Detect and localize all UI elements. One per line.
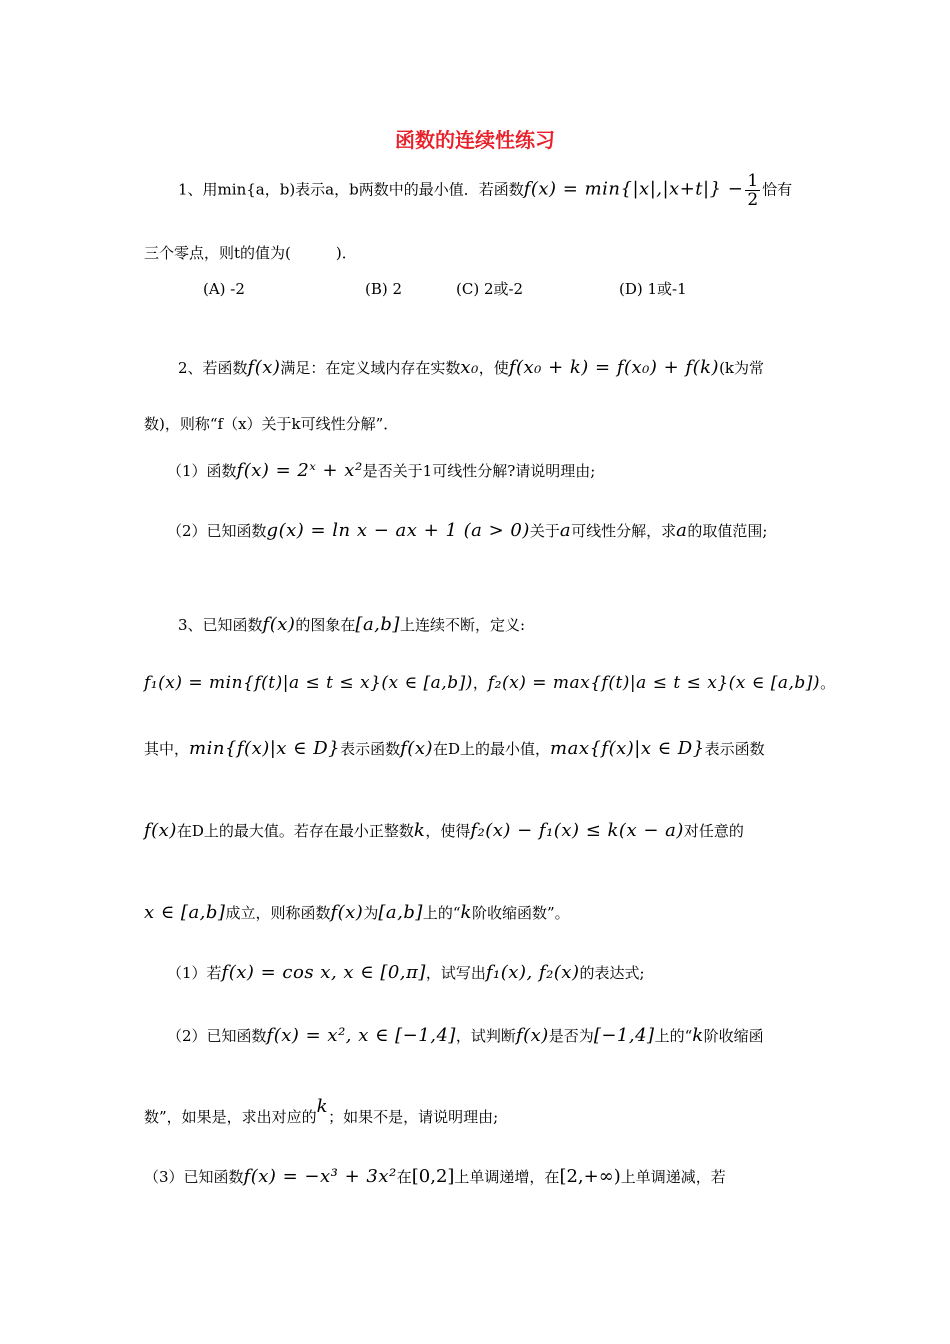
q3-s2-k: k <box>692 1025 704 1046</box>
q2-text-c: ，使 <box>478 359 509 377</box>
q2-s2-text-b: 关于 <box>529 522 560 540</box>
q3-p4-text-c: 对任意的 <box>683 822 744 840</box>
q1-option-c: (C) 2或-2 <box>456 280 524 298</box>
q3-def-f1: f₁(x) = min{f(t)|a ≤ t ≤ x}(x ∈ [a,b]) <box>144 673 473 693</box>
q2-text-a: 2、若函数 <box>178 359 248 377</box>
q3-def-end: 。 <box>820 674 836 692</box>
q3-s2-text-d: 上的“ <box>654 1027 693 1045</box>
q3-s1-f12: f₁(x), f₂(x) <box>485 962 580 983</box>
q2-s1-formula: f(x) = 2ˣ + x² <box>236 460 363 481</box>
q3-p4-k: k <box>413 820 426 841</box>
q3-text-c: 上连续不断，定义: <box>399 616 526 634</box>
q2-line-1 <box>178 357 764 379</box>
q2-sub-1 <box>167 460 595 482</box>
q2-s2-a: a <box>559 520 572 541</box>
q3-definition <box>144 672 835 694</box>
q3-p3-text-a: 其中， <box>144 740 190 758</box>
q3-def-f2: f₂(x) = max{f(t)|a ≤ t ≤ x}(x ∈ [a,b]) <box>487 673 821 693</box>
q3-s3-interval-1: [0,2] <box>411 1166 455 1187</box>
q3-s2-fx: f(x) <box>515 1025 549 1046</box>
q3-s3-text-d: 上单调递减，若 <box>620 1168 726 1186</box>
q3-p5-text-c: 上的“ <box>422 904 461 922</box>
q2-s1-text-b: 是否关于1可线性分解?请说明理由; <box>362 462 596 480</box>
q1-frac-den: 2 <box>747 190 759 210</box>
q3-line-5 <box>144 902 570 924</box>
q3-s3-formula: f(x) = −x³ + 3x² <box>243 1166 397 1187</box>
q3-s2-text-a: （2）已知函数 <box>167 1027 267 1045</box>
q3-s2-k-2: k <box>316 1096 329 1117</box>
q2-s2-text-c: 可线性分解，求 <box>571 522 677 540</box>
q3-s2-text-c: 是否为 <box>548 1027 594 1045</box>
q3-sub-1 <box>167 962 645 984</box>
q3-ab: [a,b] <box>355 614 400 635</box>
q3-p5-text-d: 阶收缩函数”。 <box>471 904 570 922</box>
q1-text-a: 1、用min{a，b)表示a，b两数中的最小值．若函数 <box>178 180 524 199</box>
q1-option-d: (D) 1或-1 <box>619 280 687 298</box>
q2-fx: f(x) <box>247 357 281 378</box>
q3-max-expr: max{f(x)|x ∈ D} <box>550 738 705 759</box>
q1-line-2: 三个零点，则t的值为( )． <box>144 244 357 262</box>
q3-s1-formula: f(x) = cos x, x ∈ [0,π] <box>221 962 426 983</box>
q3-min-expr: min{f(x)|x ∈ D} <box>189 738 341 759</box>
q1-option-a: (A) -2 <box>203 280 245 298</box>
q2-s2-formula: g(x) = ln x − ax + 1 (a > 0) <box>266 520 530 541</box>
q2-equation: f(x₀ + k) = f(x₀) + f(k) <box>508 357 720 378</box>
q1-formula: f(x) = min{|x|,|x+t|} − <box>523 178 744 200</box>
q3-line-4 <box>144 820 744 842</box>
q1-text-b: 恰有 <box>762 180 793 199</box>
q1-option-b: (B) 2 <box>365 280 403 298</box>
q2-text-d: (k为常 <box>719 359 765 377</box>
q3-p4-text-a: 在D上的最大值。若存在最小正整数 <box>176 822 414 840</box>
q3-p5-fx: f(x) <box>330 902 364 923</box>
q3-p5-ab: [a,b] <box>378 902 423 923</box>
q3-s1-text-a: （1）若 <box>167 964 222 982</box>
q3-text-b: 的图象在 <box>295 616 356 634</box>
q3-line-3 <box>144 738 765 760</box>
q1-frac-num: 1 <box>747 171 759 191</box>
q3-p3-fx: f(x) <box>400 738 433 759</box>
q3-sub-3 <box>144 1166 726 1188</box>
q3-s2-formula: f(x) = x², x ∈ [−1,4] <box>266 1025 456 1046</box>
q3-s2-text-b: ，试判断 <box>455 1027 516 1045</box>
q2-line-2: 数)，则称“f（x）关于k可线性分解”． <box>144 415 399 433</box>
q3-text-a: 3、已知函数 <box>178 616 263 634</box>
q3-s1-text-c: 的表达式; <box>579 964 645 982</box>
q3-s3-text-c: 上单调递增，在 <box>454 1168 560 1186</box>
q3-sub-2-cont <box>144 1096 499 1128</box>
q3-sub-2 <box>167 1025 764 1047</box>
q2-s2-text-a: （2）已知函数 <box>167 522 267 540</box>
q3-p3-text-c: 在D上的最小值， <box>433 740 551 758</box>
q2-s2-text-d: 的取值范围; <box>687 522 768 540</box>
q3-p5-text-b: 为 <box>363 904 379 922</box>
q3-line-1 <box>178 614 525 636</box>
q3-s3-text-b: 在 <box>396 1168 412 1186</box>
q2-x0: x₀ <box>460 357 479 378</box>
q3-p3-text-d: 表示函数 <box>704 740 765 758</box>
q2-s2-a-2: a <box>676 520 688 541</box>
q2-sub-2 <box>167 520 767 542</box>
q3-p5-text-a: 成立，则称函数 <box>225 904 331 922</box>
q3-p3-text-b: 表示函数 <box>340 740 401 758</box>
page-title: 函数的连续性练习 <box>395 128 555 152</box>
q1-line-1 <box>178 172 792 209</box>
q3-s2-interval: [−1,4] <box>593 1025 655 1046</box>
q2-text-b: 满足：在定义域内存在实数 <box>280 359 461 377</box>
q3-p4-text-b: ，使得 <box>425 822 471 840</box>
q3-x-in-ab: x ∈ [a,b] <box>144 902 226 923</box>
q3-inequality: f₂(x) − f₁(x) ≤ k(x − a) <box>470 820 684 841</box>
q3-s2-text-f: 数”，如果是，求出对应的 <box>144 1108 317 1126</box>
q3-s1-text-b: ，试写出 <box>425 964 486 982</box>
q3-p4-fx: f(x) <box>144 820 177 841</box>
q2-s1-text-a: （1）函数 <box>167 462 237 480</box>
q3-p5-k: k <box>460 902 472 923</box>
q3-s2-text-e: 阶收缩函 <box>703 1027 764 1045</box>
q3-s3-interval-2: [2,+∞) <box>559 1166 621 1187</box>
q3-s3-text-a: （3）已知函数 <box>144 1168 244 1186</box>
q1-fraction <box>745 172 760 209</box>
q3-s2-text-g: ；如果不是，请说明理由; <box>328 1108 499 1126</box>
q3-def-sep: ， <box>472 674 488 692</box>
q3-fx: f(x) <box>262 614 296 635</box>
